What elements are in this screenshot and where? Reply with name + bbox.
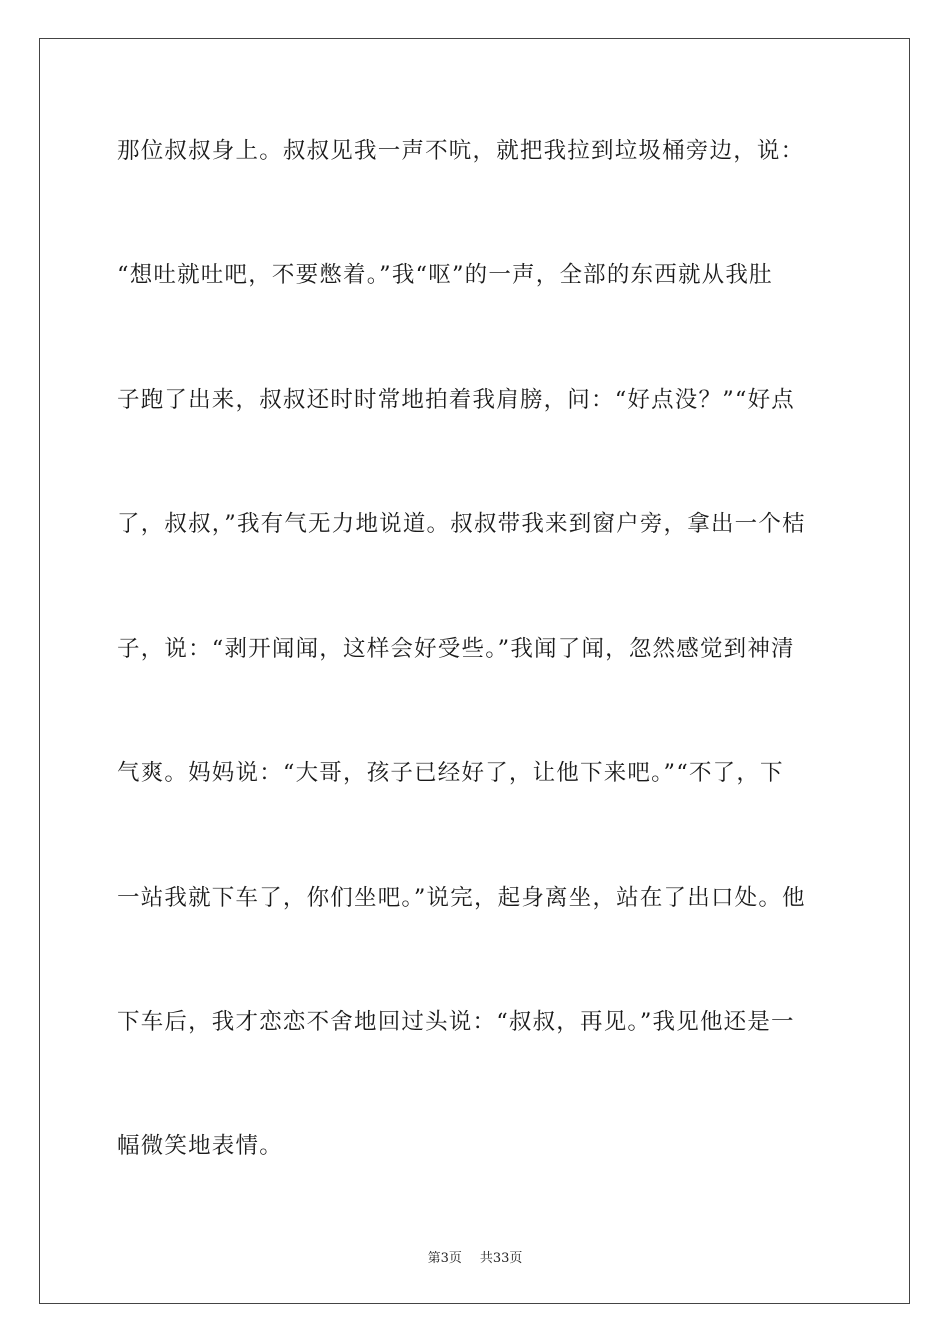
text-line-4: 了，叔叔，”我有气无力地说道。叔叔带我来到窗户旁，拿出一个桔	[117, 511, 806, 537]
page-number: 第3页	[427, 1251, 462, 1266]
text-line-2: “想吐就吐吧，不要憋着。”我“呕”的一声，全部的东西就从我肚	[117, 262, 773, 288]
text-line-8: 下车后，我才恋恋不舍地回过头说：“叔叔，再见。”我见他还是一	[117, 1009, 795, 1035]
text-line-5: 子，说：“剥开闻闻，这样会好受些。”我闻了闻，忽然感觉到神清	[117, 636, 795, 662]
page-border	[39, 38, 910, 1304]
text-line-1: 那位叔叔身上。叔叔见我一声不吭，就把我拉到垃圾桶旁边，说：	[117, 138, 805, 164]
total-pages: 共33页	[479, 1251, 523, 1266]
text-line-9: 幅微笑地表情。	[117, 1133, 283, 1159]
text-line-7: 一站我就下车了，你们坐吧。”说完，起身离坐，站在了出口处。他	[117, 885, 806, 911]
text-line-6: 气爽。妈妈说：“大哥，孩子已经好了，让他下来吧。”“不了，下	[117, 760, 784, 786]
text-line-3: 子跑了出来，叔叔还时时常地拍着我肩膀，问：“好点没？”“好点	[117, 387, 796, 413]
page-footer	[0, 1247, 950, 1266]
